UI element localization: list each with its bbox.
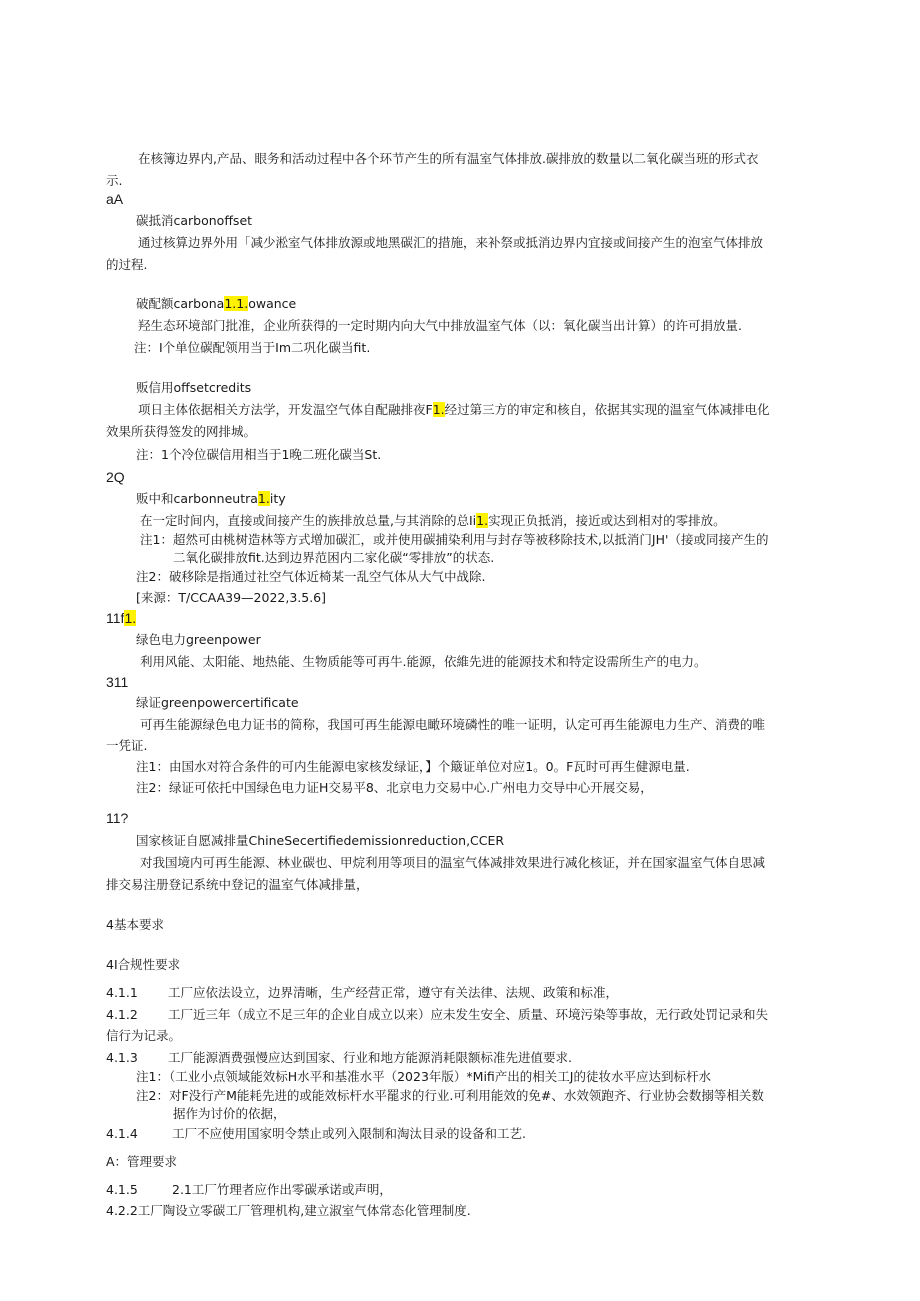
green-cert-definition-line1: 可再生能源绿色电力证书的简称，我国可再生能源电瞰环境磷性的唯一证明，认定可再生能源电力生产、消费的唯: [140, 717, 766, 732]
term-green-power: 绿色电力greenpower: [136, 632, 261, 647]
term-green-certificate: 绿证greenpowercertificate: [136, 695, 299, 710]
term-number-aA: aA: [106, 191, 124, 207]
subsection-heading-4-2: A：管理要求: [106, 1154, 178, 1169]
term-number-311: 311: [106, 674, 129, 690]
clause-4-1-1: 4.1.1 工厂应依法设立，边界清晰，生产经营正常，遵守有关法律、法规、政策和标准，: [106, 985, 619, 1000]
subsection-heading-4-1: 4I合规性要求: [106, 957, 181, 972]
clause-4-1-3-note2-line1: 注2：对F没行产M能耗先进的或能效标杆水平罷求的行业.可利用能效的免#、水效领跑齐、行业协会数搦等相关数: [136, 1088, 764, 1103]
carbon-offset-definition-line1: 通过核算边界外用「减少淞室气体排放源或地黑碳汇的措施，来补祭或抵消边界内宜接或间接产生的泡室气体排放: [138, 235, 764, 250]
term-ccer: 国家核证自愿减排量ChineSecertifiedemissionreduction,CCER: [136, 833, 505, 848]
neutrality-note1-line2: 二氧化碳排放fit.达到边界范困内二家化碳“零排放”的状态.: [173, 550, 495, 565]
ccer-definition-line2: 排交易注册登记系统中登记的温室气体减排量，: [106, 877, 369, 892]
offset-credits-note: 注：1个冷位碳信用相当于1晚二班化碳当St.: [136, 447, 382, 462]
neutrality-source: [来源：T/CCAA39—2022,3.5.6]: [136, 590, 327, 605]
clause-4-1-2: 4.1.2 工厂近三年（成立不足三年的企业自成立以来）应未发生安全、质量、环境污染等事故，无行政处罚记录和失: [106, 1007, 769, 1022]
green-power-definition: 利用风能、太阳能、地热能、生物质能等可再牛.能源，依維先进的能源技术和特定设需所生产的电力。: [140, 654, 707, 669]
allowance-note: 注：I个单位碳配领用当于Im二巩化碳当fit.: [134, 340, 371, 355]
clause-4-1-5: 4.1.5 2.1工厂竹理者应作出零碳承诺或声明，: [106, 1182, 392, 1197]
ccer-definition-line1: 对我国境内可再生能源、林业碳也、甲烷利用等项目的温室气体减排效果进行减化核证，并在国家温室气体自思减: [140, 855, 766, 870]
offset-credits-definition-line2: 效果所获得签发的网排城。: [106, 424, 257, 439]
term-number-green-power: 11f1.: [106, 610, 137, 626]
emission-definition-line1: 在核簿边界内,产品、眼务和活动过程中各个环节产生的所有温室气体排放.碳排放的数量以二氧化碳当班的形式衣: [138, 151, 759, 166]
clause-4-2-2: 4.2.2工厂陶设立零碳工厂管理机构,建立淑室气体常态化管理制度.: [106, 1203, 471, 1218]
emission-definition-line2: 示.: [106, 173, 123, 188]
green-cert-note1: 注1：由国水对符合条件的可内生能源电家核发绿证，】个簸证单位对应1。0。F瓦时可再生健源电量.: [136, 759, 690, 774]
neutrality-note1-line1: 注1：超然可由桃树造林等方式增加碳汇，或并使用碳捕染利用与封存等被移除技术,以抵消门JH'（接或同接产生的: [140, 532, 769, 547]
term-number-2Q: 2Q: [106, 469, 125, 485]
allowance-definition: 羟生态环境部门批准，企业所获得的一定时期内向大气中排放温室气体（以：氧化碳当出计算）的许可捐放量.: [138, 318, 742, 333]
offset-credits-definition-line1: 项日主体依据相关方法学，开发温空气体自配融排夜F1.经过第三方的审定和核自，依据其实现的温室气体减排电化: [138, 402, 770, 417]
section-heading-4: 4基本要求: [106, 917, 164, 932]
clause-4-1-3-note2-line2: 据作为讨价的依据，: [173, 1106, 286, 1121]
highlight-mark: 1.: [476, 513, 489, 528]
term-number-11q: 11?: [106, 810, 129, 826]
clause-4-1-4: 4.1.4 工厂不应使用国家明令禁止或列入限制和淘汰目录的设备和工艺.: [106, 1126, 526, 1141]
neutrality-note2: 注2：破移除是指通过社空气体近椅某一乱空气体从大气中战除.: [136, 569, 486, 584]
term-offset-credits: 贩信用offsetcredits: [136, 380, 252, 395]
term-carbon-allowance: 破配额carbona1.1.owance: [136, 296, 297, 311]
clause-4-1-2-cont: 信行为记录。: [106, 1028, 182, 1043]
carbon-offset-definition-line2: 的过程.: [106, 257, 148, 272]
green-cert-definition-line2: 一凭证.: [106, 738, 148, 753]
highlight-mark: 1.1.: [224, 296, 249, 311]
clause-4-1-3: 4.1.3 工厂能源酒费强慢应达到国家、行业和地方能源消耗限额标准先进值要求.: [106, 1050, 572, 1065]
clause-4-1-3-note1: 注1：（工业小点领域能效标H水平和基准水平（2023年版）*Mifi产出的相关工J的徒妆水平应达到标杆水: [136, 1069, 711, 1084]
term-carbon-neutrality: 贩中和carbonneutra1.ity: [136, 491, 286, 506]
neutrality-definition: 在一定时间内，直接或间接产生的族排放总量,与其消除的总Ii1.实现正负抵消，接近或达到相对的零排放。: [140, 513, 726, 528]
highlight-mark: 1.: [432, 402, 445, 417]
highlight-mark: 1.: [257, 491, 270, 506]
term-carbon-offset: 碳抵消carbonoffset: [136, 213, 253, 228]
green-cert-note2: 注2：绿证可依托中国绿色电力证H交易平8、北京电力交易中心.广州电力交导中心开展交易，: [136, 780, 653, 795]
highlight-mark: 1.: [124, 610, 137, 626]
